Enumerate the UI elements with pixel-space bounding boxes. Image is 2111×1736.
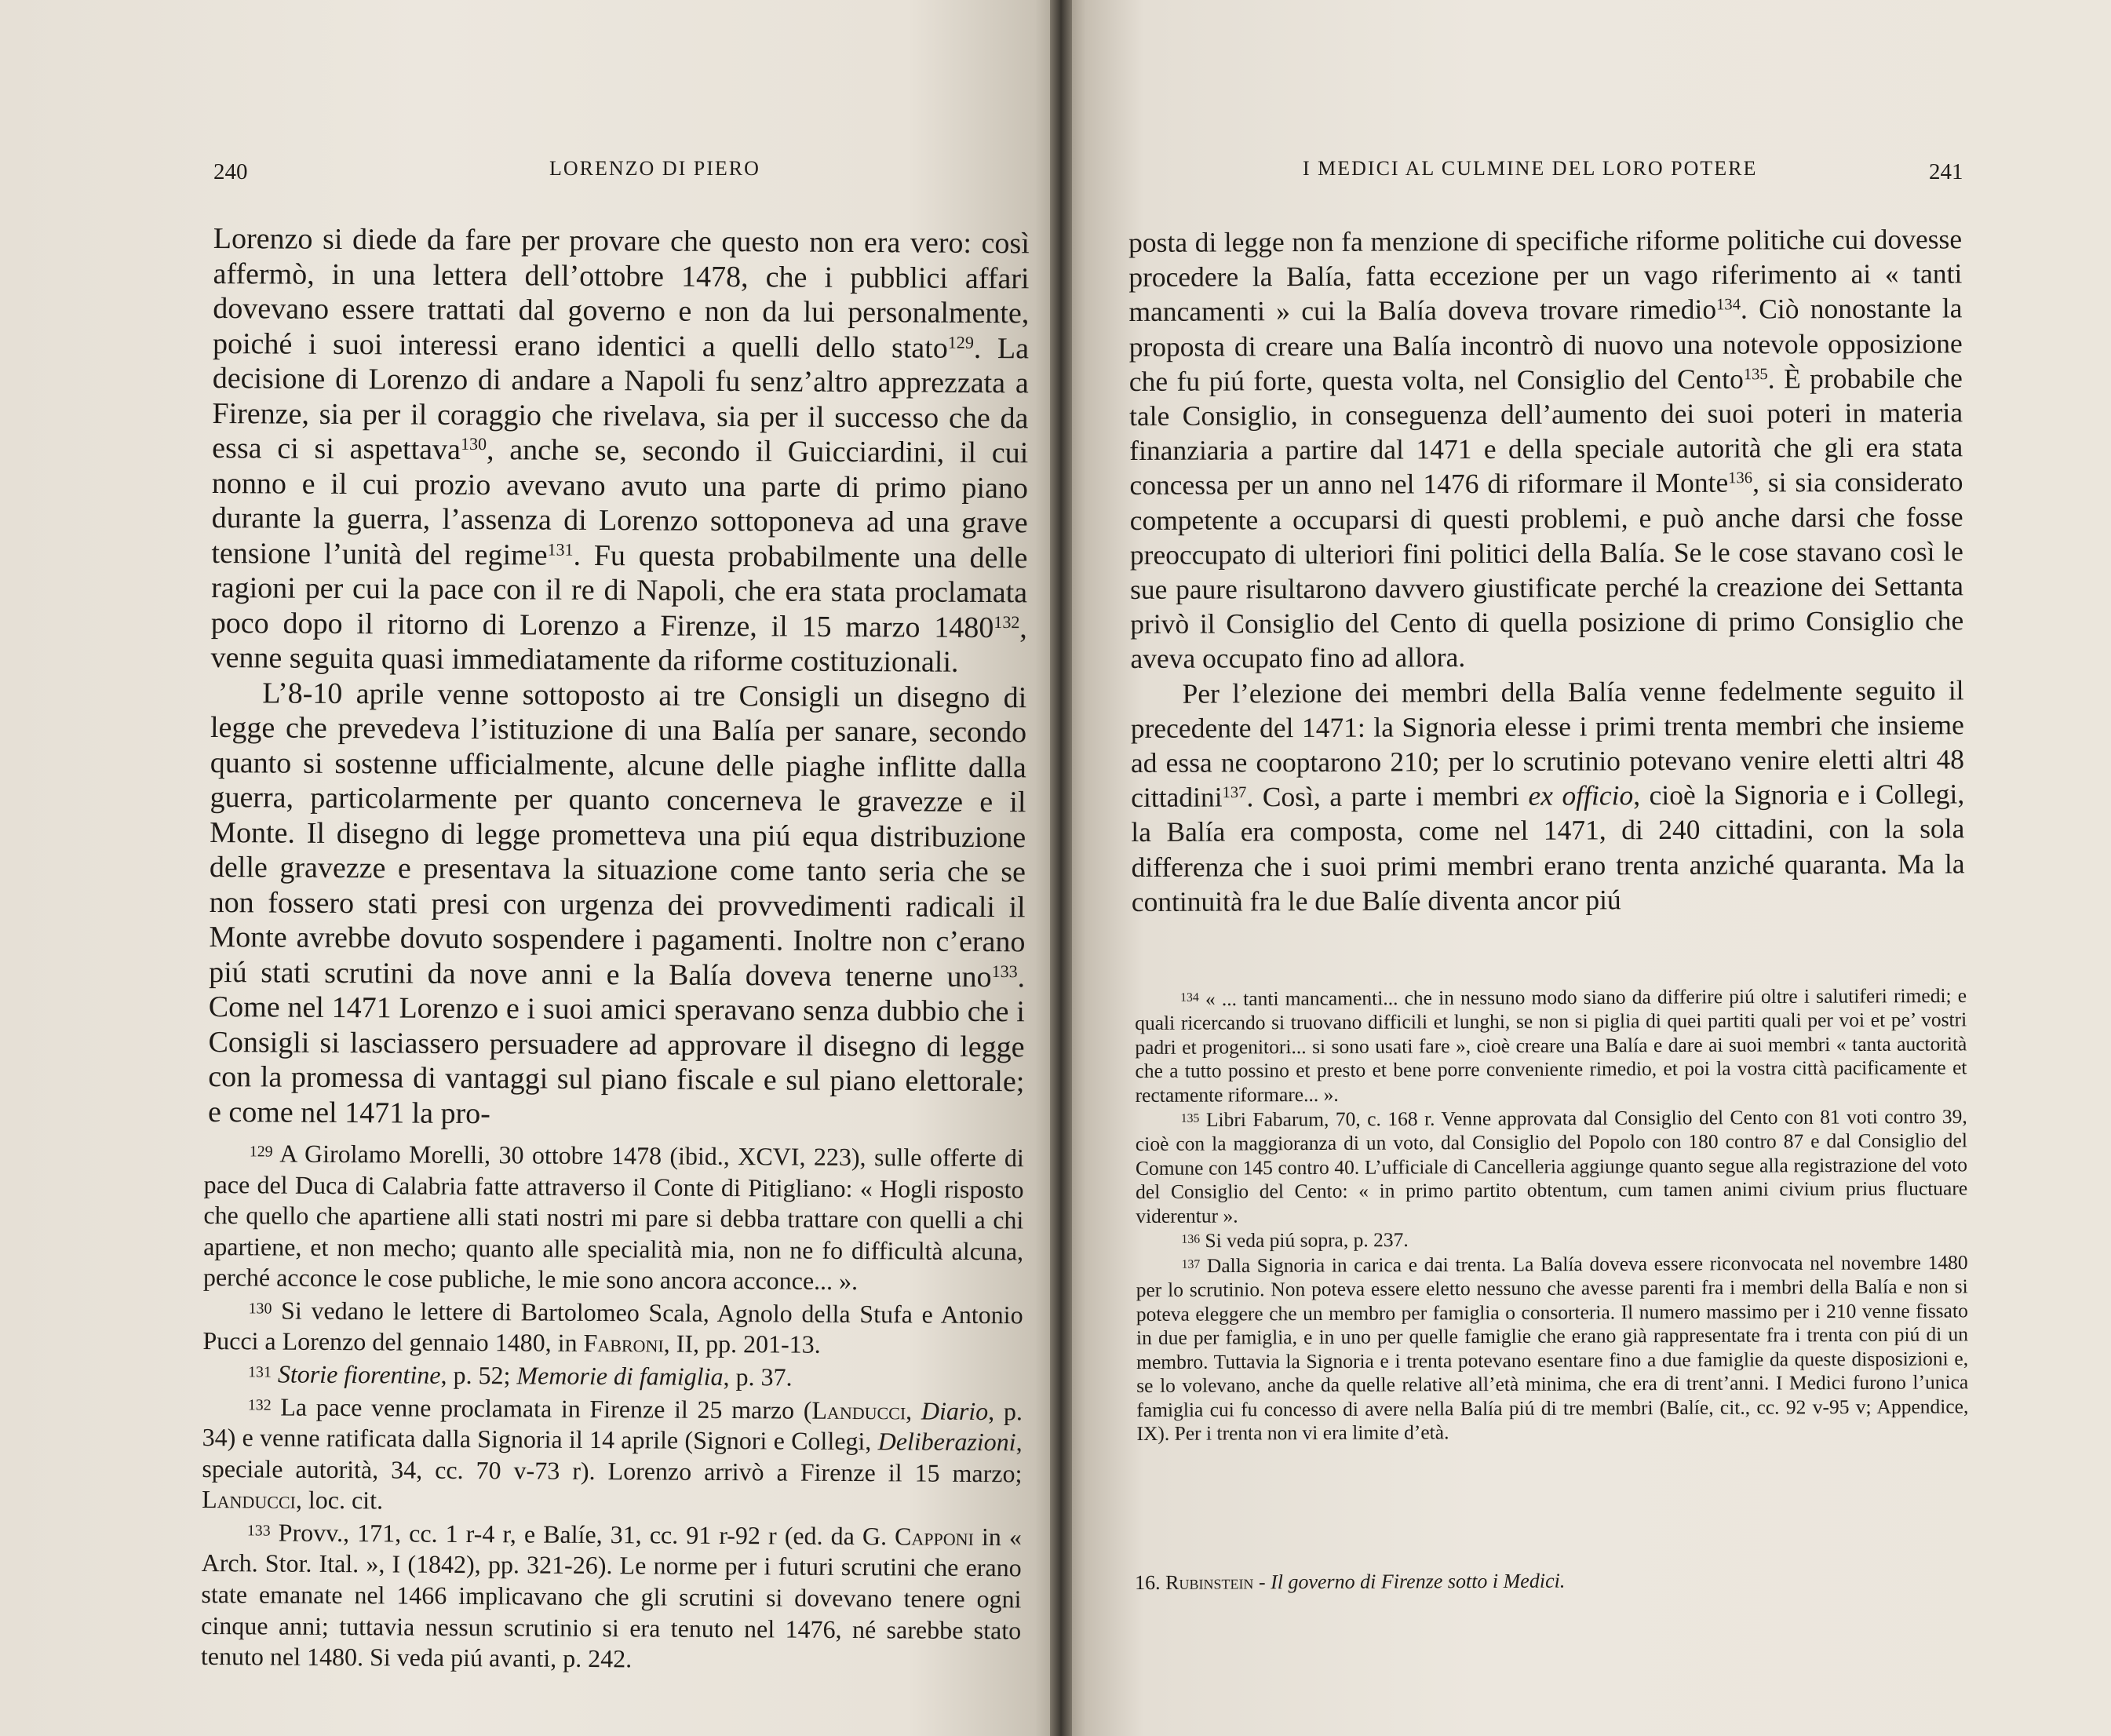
footnote: $^{137}$ Dalla Signoria in carica e dai trenta. La Balía doveva essere riconvocata nel novembre 1480 per lo scrutinio. Non poteva essere eletto nessuno che avesse parenti fra i membri della Balía e non si poteva eleggere che un membro per famiglia o consorteria. Il numero massimo per i 210 venne fissato in due per famiglia, e in uno per quelle famiglie che erano già rappresentate fra i trenta con piú di un membro. Tuttavia la Signoria e i trenta potevano esentare fino a due famiglie da queste disposizioni e, se lo volevano, anche da quelle relative all’età minima, che era di trent’anni. I Medici furono l’unica famiglia cui fu concesso di avere nella Balía piú di tre membri (Balíe, cit., cc. 92 v-95 v; Appendice, IX). Per i trenta non vi era limite d’età. <box>1136 1250 1969 1446</box>
footnote-ref[interactable]: 134 <box>1716 296 1741 314</box>
paragraph: Lorenzo si diede da fare per provare che questo non era vero: così affermò, in una lettera dell’ottobre 1478, che i pubblici affari dovevano essere trattati dal governo e non da lui personalmente, poiché i suoi interessi erano identici a quelli dello stato$^{129}$. La decisione di Lorenzo di andare a Napoli fu senz’altro apprezzata a Firenze, sia per il coraggio che rivelava, sia per il successo che da essa ci si aspettava$^{130}$, anche se, secondo il Guicciardini, il cui nonno e il cui prozio avevano avuto una parte di primo piano durante la guerra, l’assenza di Lorenzo sottoponeva ad una grave tensione l’unità del regime$^{131}$. Fu questa probabilmente una delle ragioni per cui la pace con il re di Napoli, che era stata proclamata poco dopo il ritorno di Lorenzo a Firenze, il 15 marzo 1480$^{132}$, venne seguita quasi immediatamente da riforme costituzionali. <box>210 221 1030 679</box>
paragraph: Per l’elezione dei membri della Balía venne fedelmente seguito il precedente del 1471: la Signoria elesse i primi trenta membri che insieme ad essa ne cooptarono 210; per lo scrutinio potevano venire eletti altri 48 cittadini$^{137}$. Così, a parte i membri ex officio, cioè la Signoria e i Collegi, la Balía era composta, come nel 1471, di 240 cittadini, con la sola differenza che i suoi primi membri erano trenta anziché quaranta. Ma la continuità fra le due Balíe diventa ancor piú <box>1130 674 1965 917</box>
footnote: $^{130}$ Si vedano le lettere di Bartolomeo Scala, Agnolo della Stufa e Antonio Pucci a Lorenzo del gennaio 1480, in Fabroni, II, pp. 201-13. <box>202 1296 1023 1359</box>
footnote-ref[interactable]: 135 <box>1743 365 1768 384</box>
footnote: $^{131}$ Storie fiorentine, p. 52; Memorie di famiglia, p. 37. <box>248 1359 793 1391</box>
footnote-ref[interactable]: 131 <box>547 538 574 560</box>
paragraph: posta di legge non fa menzione di specifiche riforme politiche cui dovesse procedere la Balía, fatta eccezione per un vago riferimento ai « tanti mancamenti » cui la Balía doveva trovare rimedio$^{134}$. Ciò nonostante la proposta di creare una Balía incontrò di nuovo una notevole opposizione che fu piú forte, questa volta, nel Consiglio del Cento$^{135}$. È probabile che tale Consiglio, in conseguenza dell’aumento dei suoi poteri in materia finanziaria a partire dal 1471 e della speciale autorità che gli era stata concessa per un anno nel 1476 di riformare il Monte$^{136}$, si sia considerato competente a occuparsi di questi problemi, e può anche darsi che fosse preoccupato di ulteriori fini politici della Balía. Se le cose stavano così le sue paure risultarono davvero giustificate perché la creazione dei Settanta privò il Consiglio del Cento di quella posizione di primo Consiglio che aveva occupato fino ad allora. <box>1128 223 1964 675</box>
page-number: 241 <box>1929 159 1963 184</box>
footnote: $^{129}$ A Girolamo Morelli, 30 ottobre 1478 (ibid., XCVI, 223), sulle offerte di pace del Duca di Calabria fatte attraverso il Conte di Pitigliano: « Hogli risposto che quello che apartiene alli stati nostri mi pare si debba trattare con quelli a chi apartiene, et non mecho; quanto alle specialità mia, non ne fo difficultà alcuna, perché acconce le cose publiche, le mie sono ancora acconce... ». <box>202 1139 1024 1296</box>
footnote: $^{135}$ Libri Fabarum, 70, c. 168 r. Venne approvata dal Consiglio del Cento con 81 voti contro 39, cioè con la maggioranza di un voto, dal Consiglio del Popolo con 180 contro 87 e dal Consiglio del Comune con 145 contro 40. L’ufficiale di Cancelleria aggiunge quanto segue alla registrazione del voto del Consiglio del Cento: « in primo partito obtentum, cum tamen animi civium prius fluctuare viderentur ». <box>1135 1104 1968 1227</box>
body-text <box>1128 221 1965 919</box>
body-text <box>208 221 1030 1134</box>
footnote: $^{134}$ « ... tanti mancamenti... che in nessuno modo siano da differire piú oltre i salutiferi rimedi; e quali ricercando si truovano difficili et lunghi, se non si piglia di quei partiti quali per voi et pe’ vostri padri et progenitori... si sono usati fare », cioè creare una Balía e dare ai suoi membri « tanta auctorità che a tutto possino et presto et bene porre conveniente rimedio, et poi la vostra città pacificamente et rectamente riformare... ». <box>1135 983 1967 1107</box>
running-head: LORENZO DI PIERO <box>549 157 760 180</box>
page-number: 240 <box>213 159 248 184</box>
footnote: $^{136}$ Si veda piú sopra, p. 237. <box>1181 1228 1409 1253</box>
footnote: $^{133}$ Provv., 171, cc. 1 r-4 r, e Balíe, 31, cc. 91 r-92 r (ed. da G. Capponi in « Arch. Stor. Ital. », I (1842), pp. 321-26). Le norme per i futuri scrutini che erano state emanate nel 1466 implicavano che gli scrutini si dovevano tenere ogni cinque anni; tuttavia nessun scrutinio si era tenuto nel 1476, né sarebbe stato tenuto nel 1480. Si veda piú avanti, p. 242. <box>200 1518 1023 1673</box>
footnote-ref[interactable]: 130 <box>460 433 487 454</box>
paragraph: L’8-10 aprile venne sottoposto ai tre Consigli un disegno di legge che prevedeva l’istituzione di una Balía per sanare, secondo quanto si sostenne ufficialmente, alcune delle piaghe inflitte dalla guerra, particolarmente per quanto concerneva le gravezze e il Monte. Il disegno di legge prometteva una piú equa distribuzione delle gravezze e presentava la situazione come tanto seria che se non fossero stati presi con urgenza dei provvedimenti radicali il Monte avrebbe dovuto sospendere i pagamenti. Inoltre non c’erano piú stati scrutini da nove anni e la Balía doveva tenerne uno$^{133}$. Come nel 1471 Lorenzo e i suoi amici speravano senza dubbio che i Consigli si lasciassero persuadere ad approvare il disegno di legge con la promessa di vantaggi sul piano fiscale e sul piano elettorale; e come nel 1471 la pro- <box>207 676 1027 1130</box>
signature-mark: 16. Rubinstein - Il governo di Firenze sotto i Medici. <box>1135 1569 1566 1594</box>
footnote-ref[interactable]: 129 <box>947 332 974 352</box>
footnotes <box>201 1136 1024 1677</box>
footnote-ref[interactable]: 136 <box>1728 469 1753 487</box>
footnote: $^{132}$ La pace venne proclamata in Firenze il 25 marzo (Landucci, Diario, p. 34) e venne ratificata dalla Signoria il 14 aprile (Signori e Collegi, Deliberazioni, speciale autorità, 34, cc. 70 v-73 r). Lorenzo arrivò a Firenze il 15 marzo; Landucci, loc. cit. <box>202 1392 1023 1515</box>
right-page <box>1059 0 2111 1736</box>
footnote-ref[interactable]: 132 <box>994 611 1020 632</box>
footnote-ref[interactable]: 137 <box>1222 784 1247 802</box>
footnotes <box>1135 983 1969 1446</box>
running-head: I MEDICI AL CULMINE DEL LORO POTERE <box>1303 157 1758 180</box>
book-gutter <box>1050 0 1072 1736</box>
footnote-ref[interactable]: 133 <box>991 961 1018 981</box>
